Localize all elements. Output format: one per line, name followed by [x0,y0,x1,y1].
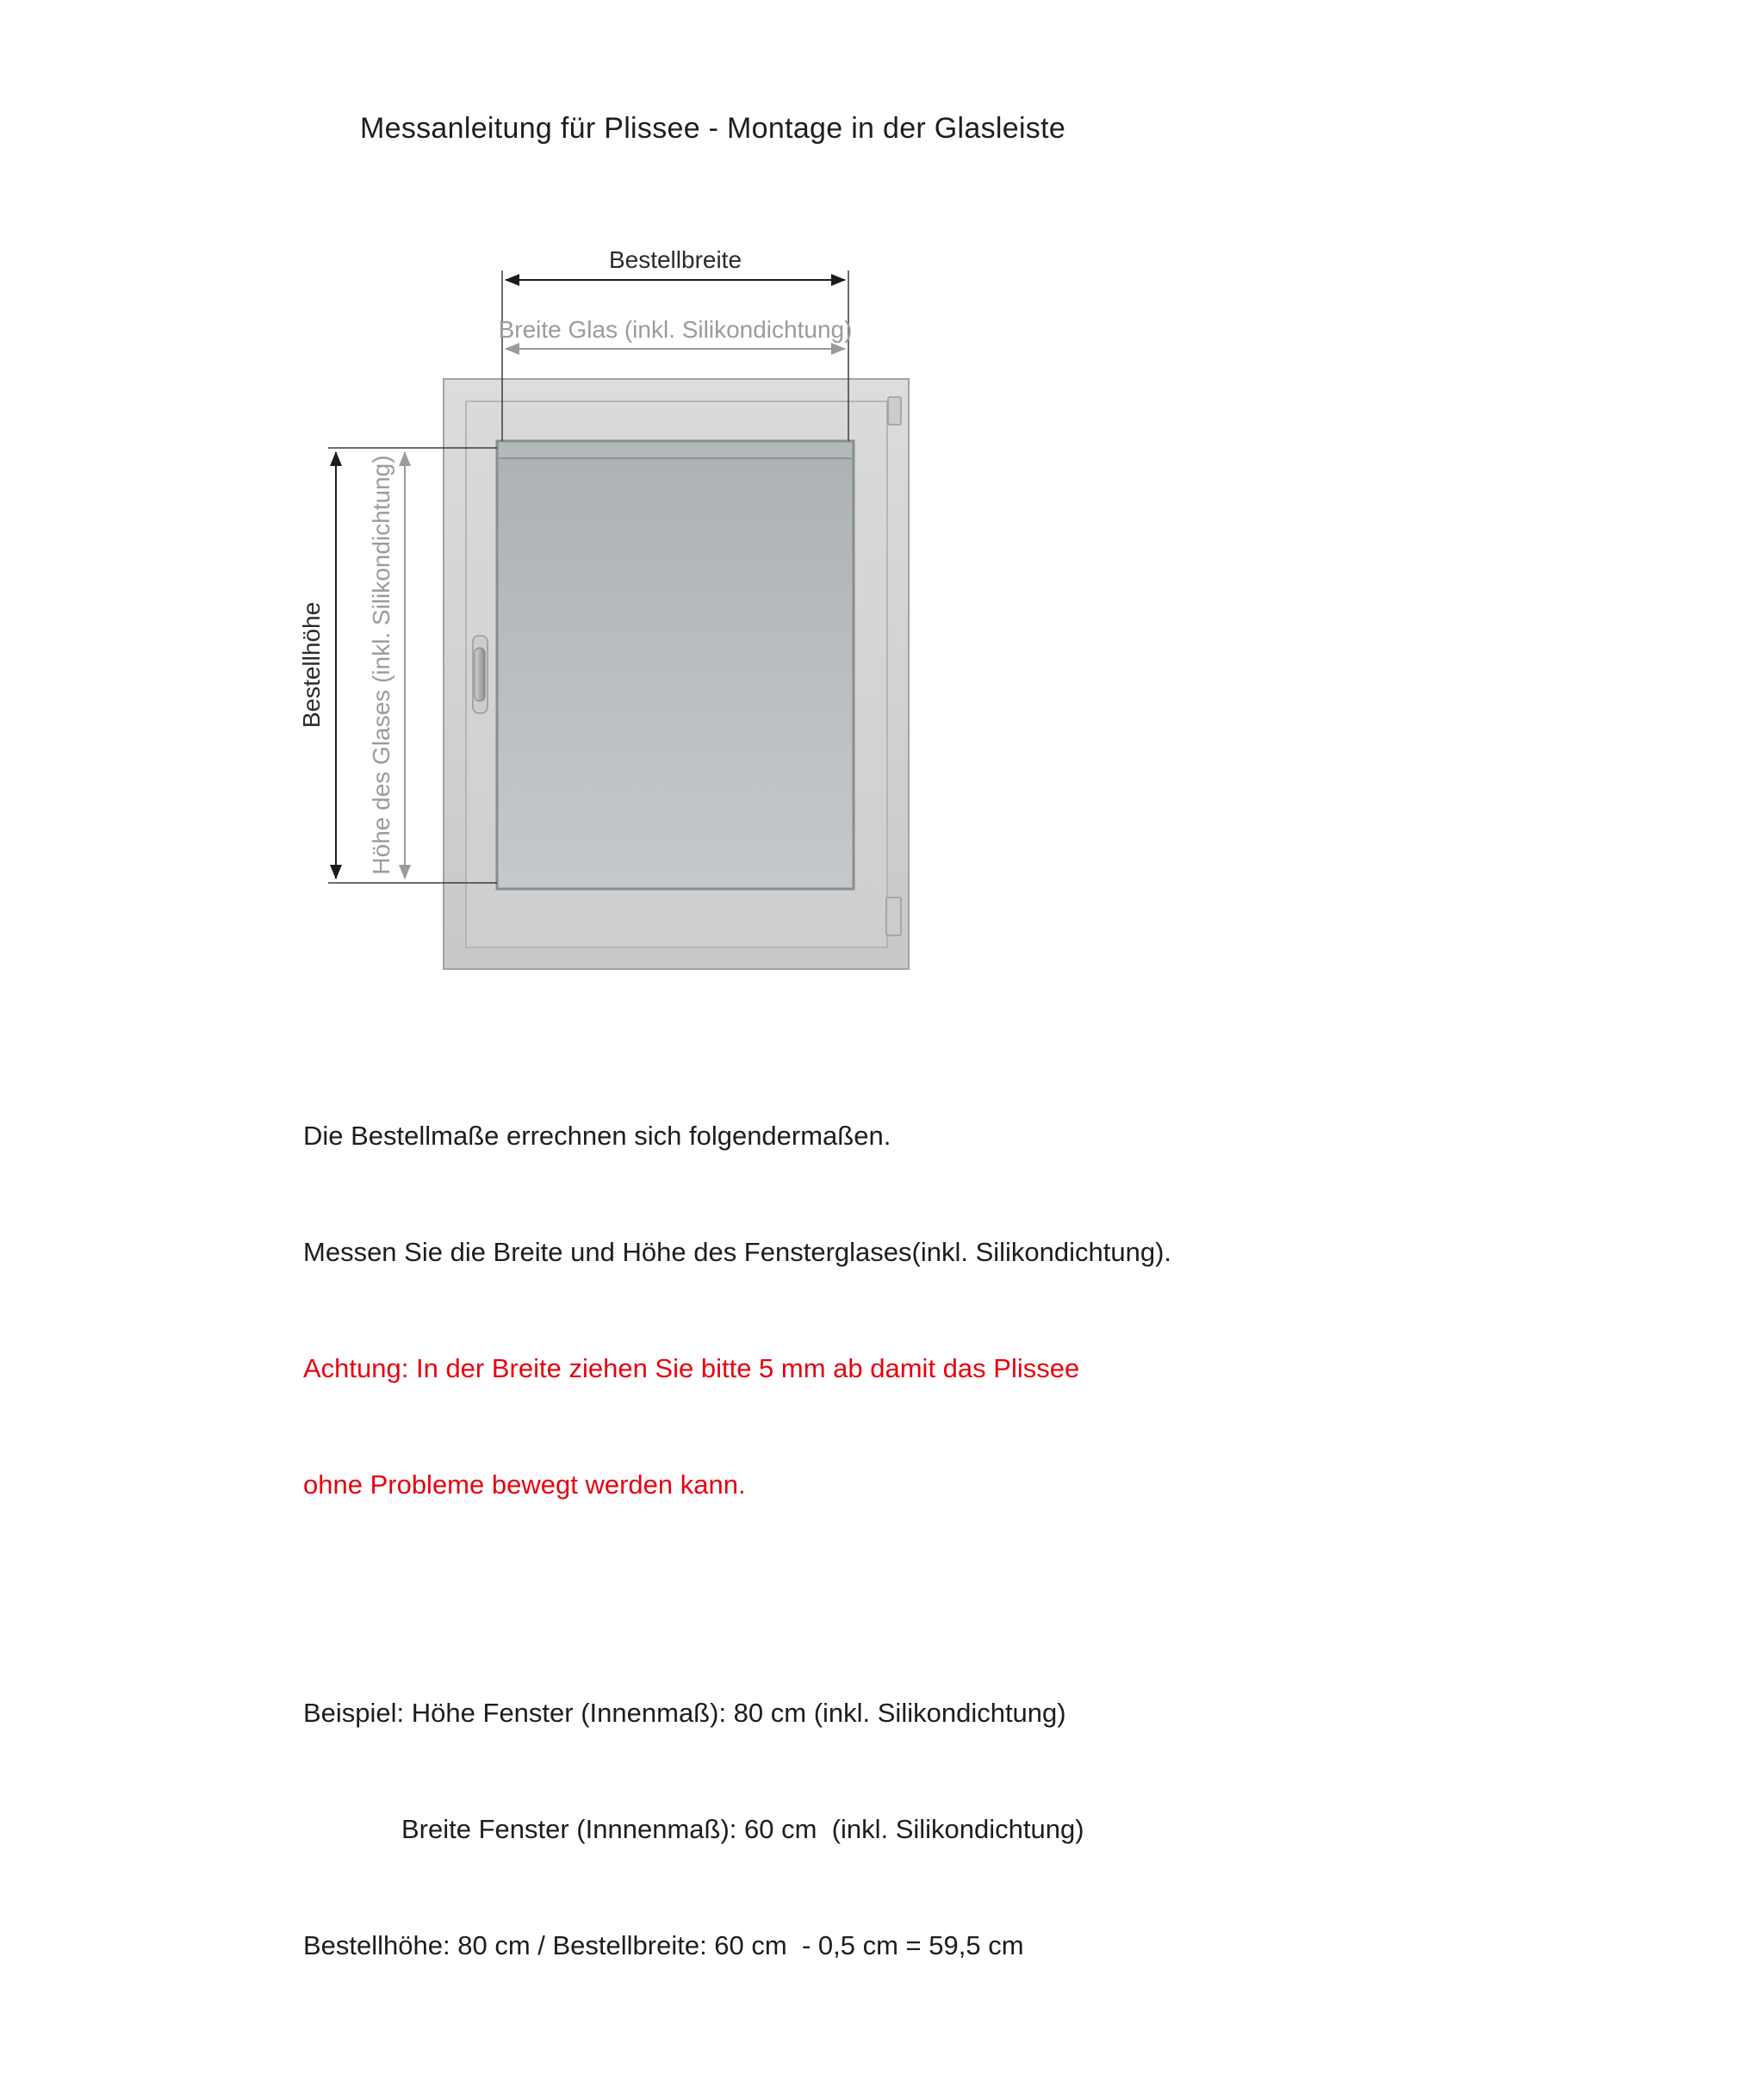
instruction-line: Messen Sie die Breite und Höhe des Fensterglases(inkl. Silikondichtung). [303,1237,1172,1267]
instructions-block [303,1039,1171,2081]
measurement-diagram [0,0,1764,1016]
example-block [303,1616,1171,2042]
example-line: Bestellhöhe: 80 cm / Bestellbreite: 60 cm - 0,5 cm = 59,5 cm [303,1930,1024,1960]
glass-top-silicone [499,443,852,457]
warning-line: Achtung: In der Breite ziehen Sie bitte 5 mm ab damit das Plissee [303,1353,1080,1383]
order-width-label: Bestellbreite [608,246,742,273]
example-line: Beispiel: Höhe Fenster (Innenmaß): 80 cm (inkl. Silikondichtung) [303,1698,1066,1728]
glass-width-label: Breite Glas (inkl. Silikondichtung) [498,316,853,343]
instruction-line: Die Bestellmaße errechnen sich folgendermaßen. [303,1121,891,1151]
glass-height-label: Höhe des Glases (inkl. Silikondichtung) [368,455,394,875]
window-illustration [444,379,909,969]
window-handle-grip [475,648,485,701]
hinge-top-icon [888,397,901,425]
order-height-label: Bestellhöhe [298,601,325,729]
window-glass [497,441,854,889]
page-title: Messanleitung für Plissee - Montage in der Glasleiste [360,112,1066,145]
hinge-bottom-icon [886,898,901,935]
warning-line: ohne Probleme bewegt werden kann. [303,1469,746,1500]
example-line: Breite Fenster (Innnenmaß): 60 cm (inkl. Silikondichtung) [401,1814,1084,1844]
